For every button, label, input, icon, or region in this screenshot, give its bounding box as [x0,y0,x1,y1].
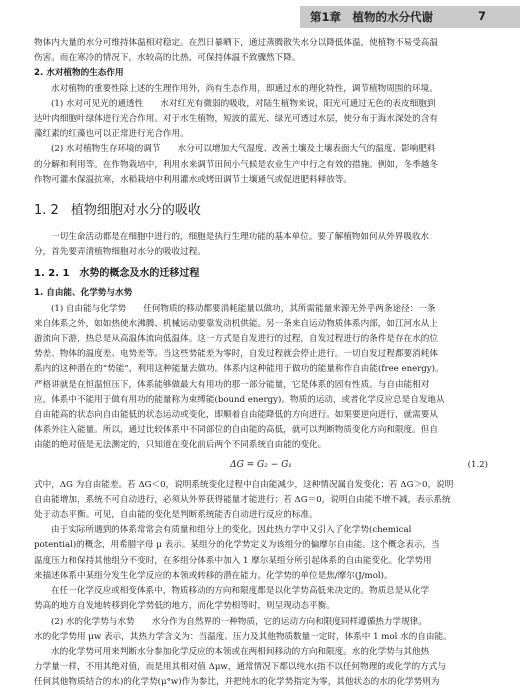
equation-number: (1.2) [467,459,488,470]
paragraph: 分，首先要弄清植物细胞对水分的吸收过程。 [34,247,206,258]
paragraph: 藻红素的红藻也可以正常进行光合作用。 [34,129,189,140]
paragraph-line: 体系外注入能量。所以，通过比较体系中不同部位的自由能的高低，就可以判断物质变化方向和限度。但自 [34,425,438,436]
page-body [34,36,488,691]
paragraph-line: 游流向下游，热总是从高温体流向低温体。这一方式是自发进行的过程，自发过程进行的条件是存在水的位 [34,334,438,345]
paragraph: 物体内大量的水分可维持体温相对稳定。在烈日暴晒下，通过蒸腾散失水分以降低体温，使植物不易受高温 [34,38,438,48]
subsection-heading: 1. 2. 1 水势的概念及水的迁移过程 [34,268,200,280]
equation-formula: ΔG = G₂ − G₁ [230,459,292,470]
section-number: 1. 2 [34,203,59,219]
equation [34,456,488,476]
paragraph: (1) 水对可见光的通透性 水对红光有微弱的吸收，对陆生植物来说，阳光可通过无色的表皮细胞到 [51,98,436,109]
paragraph: 伤害。而在寒冷的情况下，水较高的比热，可保持体温不致骤然下降。 [34,53,301,64]
paragraph-line: 自由能增加，系统不可自动进行，必须从外界获得能量才能进行；若 ΔG＝0，说明自由能不增不减，表示系统 [34,494,451,505]
paragraph: 达叶肉细胞叶绿体进行光合作用。对于水生植物，短波的蓝光、绿光可透过水层，使分布于海水深处的含有 [34,114,438,125]
paragraph-line: 自由能高的状态向自由能低的状态运动或变化，即顺着自由能降低的方向进行。如果要逆向进行，就需要从 [34,410,438,421]
paragraph-line: 来描述体系中某组分发生化学反应的本领或转移的潜在能力。化学势的单位是焦/摩尔(J/mol)。 [34,570,393,581]
paragraph-line: 来自体系之外，如如热使水沸腾、机械运动要靠发动机供能。另一条来自运动物质体系内部，如江河水从上 [34,318,438,329]
paragraph-line: 严格讲就是在恒温恒压下，体系能够做最大有用功的那一部分能量，它是体系的固有性质。与自由能相对 [34,379,430,390]
paragraph-line: 温度压力和保持其他组分不变时，在多组分体系中加入 1 摩尔某组分所引起体系的自由能变化。化学势用 [34,555,432,566]
paragraph-line: potential)的概念，用希腊字母 μ 表示。某组分的化学势定义为该组分的偏摩尔自由能。这个概念表示，当 [34,540,440,551]
paragraph-line: 处于动态平衡。可见，自由能的变化是判断系统能否自动进行反应的标准。 [34,510,318,521]
paragraph-line: 势差、物体的温度差、电势差等。当这些势能差为零时，自发过程就会停止进行。一切自发过程都要消耗体 [34,349,438,360]
paragraph-line: (1) 自由能与化学势 任何物质的移动都要消耗能量以做功，其所需能量来源无外乎两条途径：一条 [51,303,436,314]
paragraph-line: 势高的地方自发地转移到化学势低的地方，而化学势相等时，则呈现动态平衡。 [34,601,335,612]
chapter-title: 第1章 植物的水分代谢 [310,10,434,24]
paragraph-line: 应，体系中不能用于做有用功的能量称为束缚能(bound energy)。物质的运动，或者化学反应总是自发地从 [34,394,445,405]
paragraph-line: 水的化学势可用来判断水分参加化学反应的本领或在两相间移动的方向和限度。水的化学势与其他热 [51,646,430,657]
paragraph: 一切生命活动都是在细胞中进行的，细胞是执行生理功能的基本单位。要了解植物如何从外界吸收水 [51,232,430,243]
paragraph-line: 水的化学势用 μw 表示，其热力学含义为：当温度、压力及其他物质数量一定时，体系中 1 mol 水的自由能。 [34,631,452,642]
paragraph-line: 由能的绝对值是无法测定的，只知道在变化前后两个不同系统自由能的变化。 [34,440,327,451]
paragraph-line: 在任一化学反应或相变体系中，物质移动的方向和限度都是以化学势高低来决定的。物质总是从化学 [51,586,430,597]
heading-free-energy: 1. 自由能、化学势与水势 [34,288,133,299]
paragraph-line: 系内的这种潜在的“势能”，利用这种能量去做功。体系内这种能用于做功的能量称作自由能(free energy)。 [34,364,444,375]
paragraph: (2) 水对植物生存环境的调节 水分可以增加大气湿度、改善土壤及土壤表面大气的温度、影响肥料 [51,144,436,155]
paragraph-line: 任何其他物质结合的水)的化学势(μ°w)作为参比，并把纯水的化学势指定为零，其他状态的水的化学势则为 [34,677,440,688]
paragraph-line: (2) 水的化学势与水势 水分作为自然界的一种物质，它的运动方向和限度同样遵循热力学规律。 [51,616,427,627]
heading-ecological-role: 2. 水对植物的生态作用 [34,68,124,79]
section-title: 植物细胞对水分的吸收 [70,203,201,219]
page-number: 7 [478,9,487,23]
paragraph-line: 式中，ΔG 为自由能差。若 ΔG＜0，说明系统变化过程中自由能减少，这种情况属自发变化；若 ΔG＞0，说明 [34,479,454,490]
page-header [0,0,520,28]
paragraph-line: 由于实际所遇到的体系常常会有质量和组分上的变化，因此热力学中又引入了化学势(chemical [51,525,412,536]
paragraph: 的分解和利用等。在作物栽培中，利用水来调节田间小气候是农业生产中行之有效的措施。例如，冬季越冬 [34,159,438,170]
section-heading [34,202,488,220]
paragraph: 作物可灌水保温抗寒，水稻栽培中利用灌水或烤田调节土壤通气或促进肥料释放等。 [34,174,352,185]
paragraph: 水对植物的重要性除上述的生理作用外，尚有生态作用，即通过水的理化特性，调节植物周围的环境。 [51,83,438,94]
paragraph-line: 力学量一样，不用其绝对值，而是用其相对值 Δμw，通常情况下都以纯水(指不以任何物理的或化学的方式与 [34,662,446,673]
